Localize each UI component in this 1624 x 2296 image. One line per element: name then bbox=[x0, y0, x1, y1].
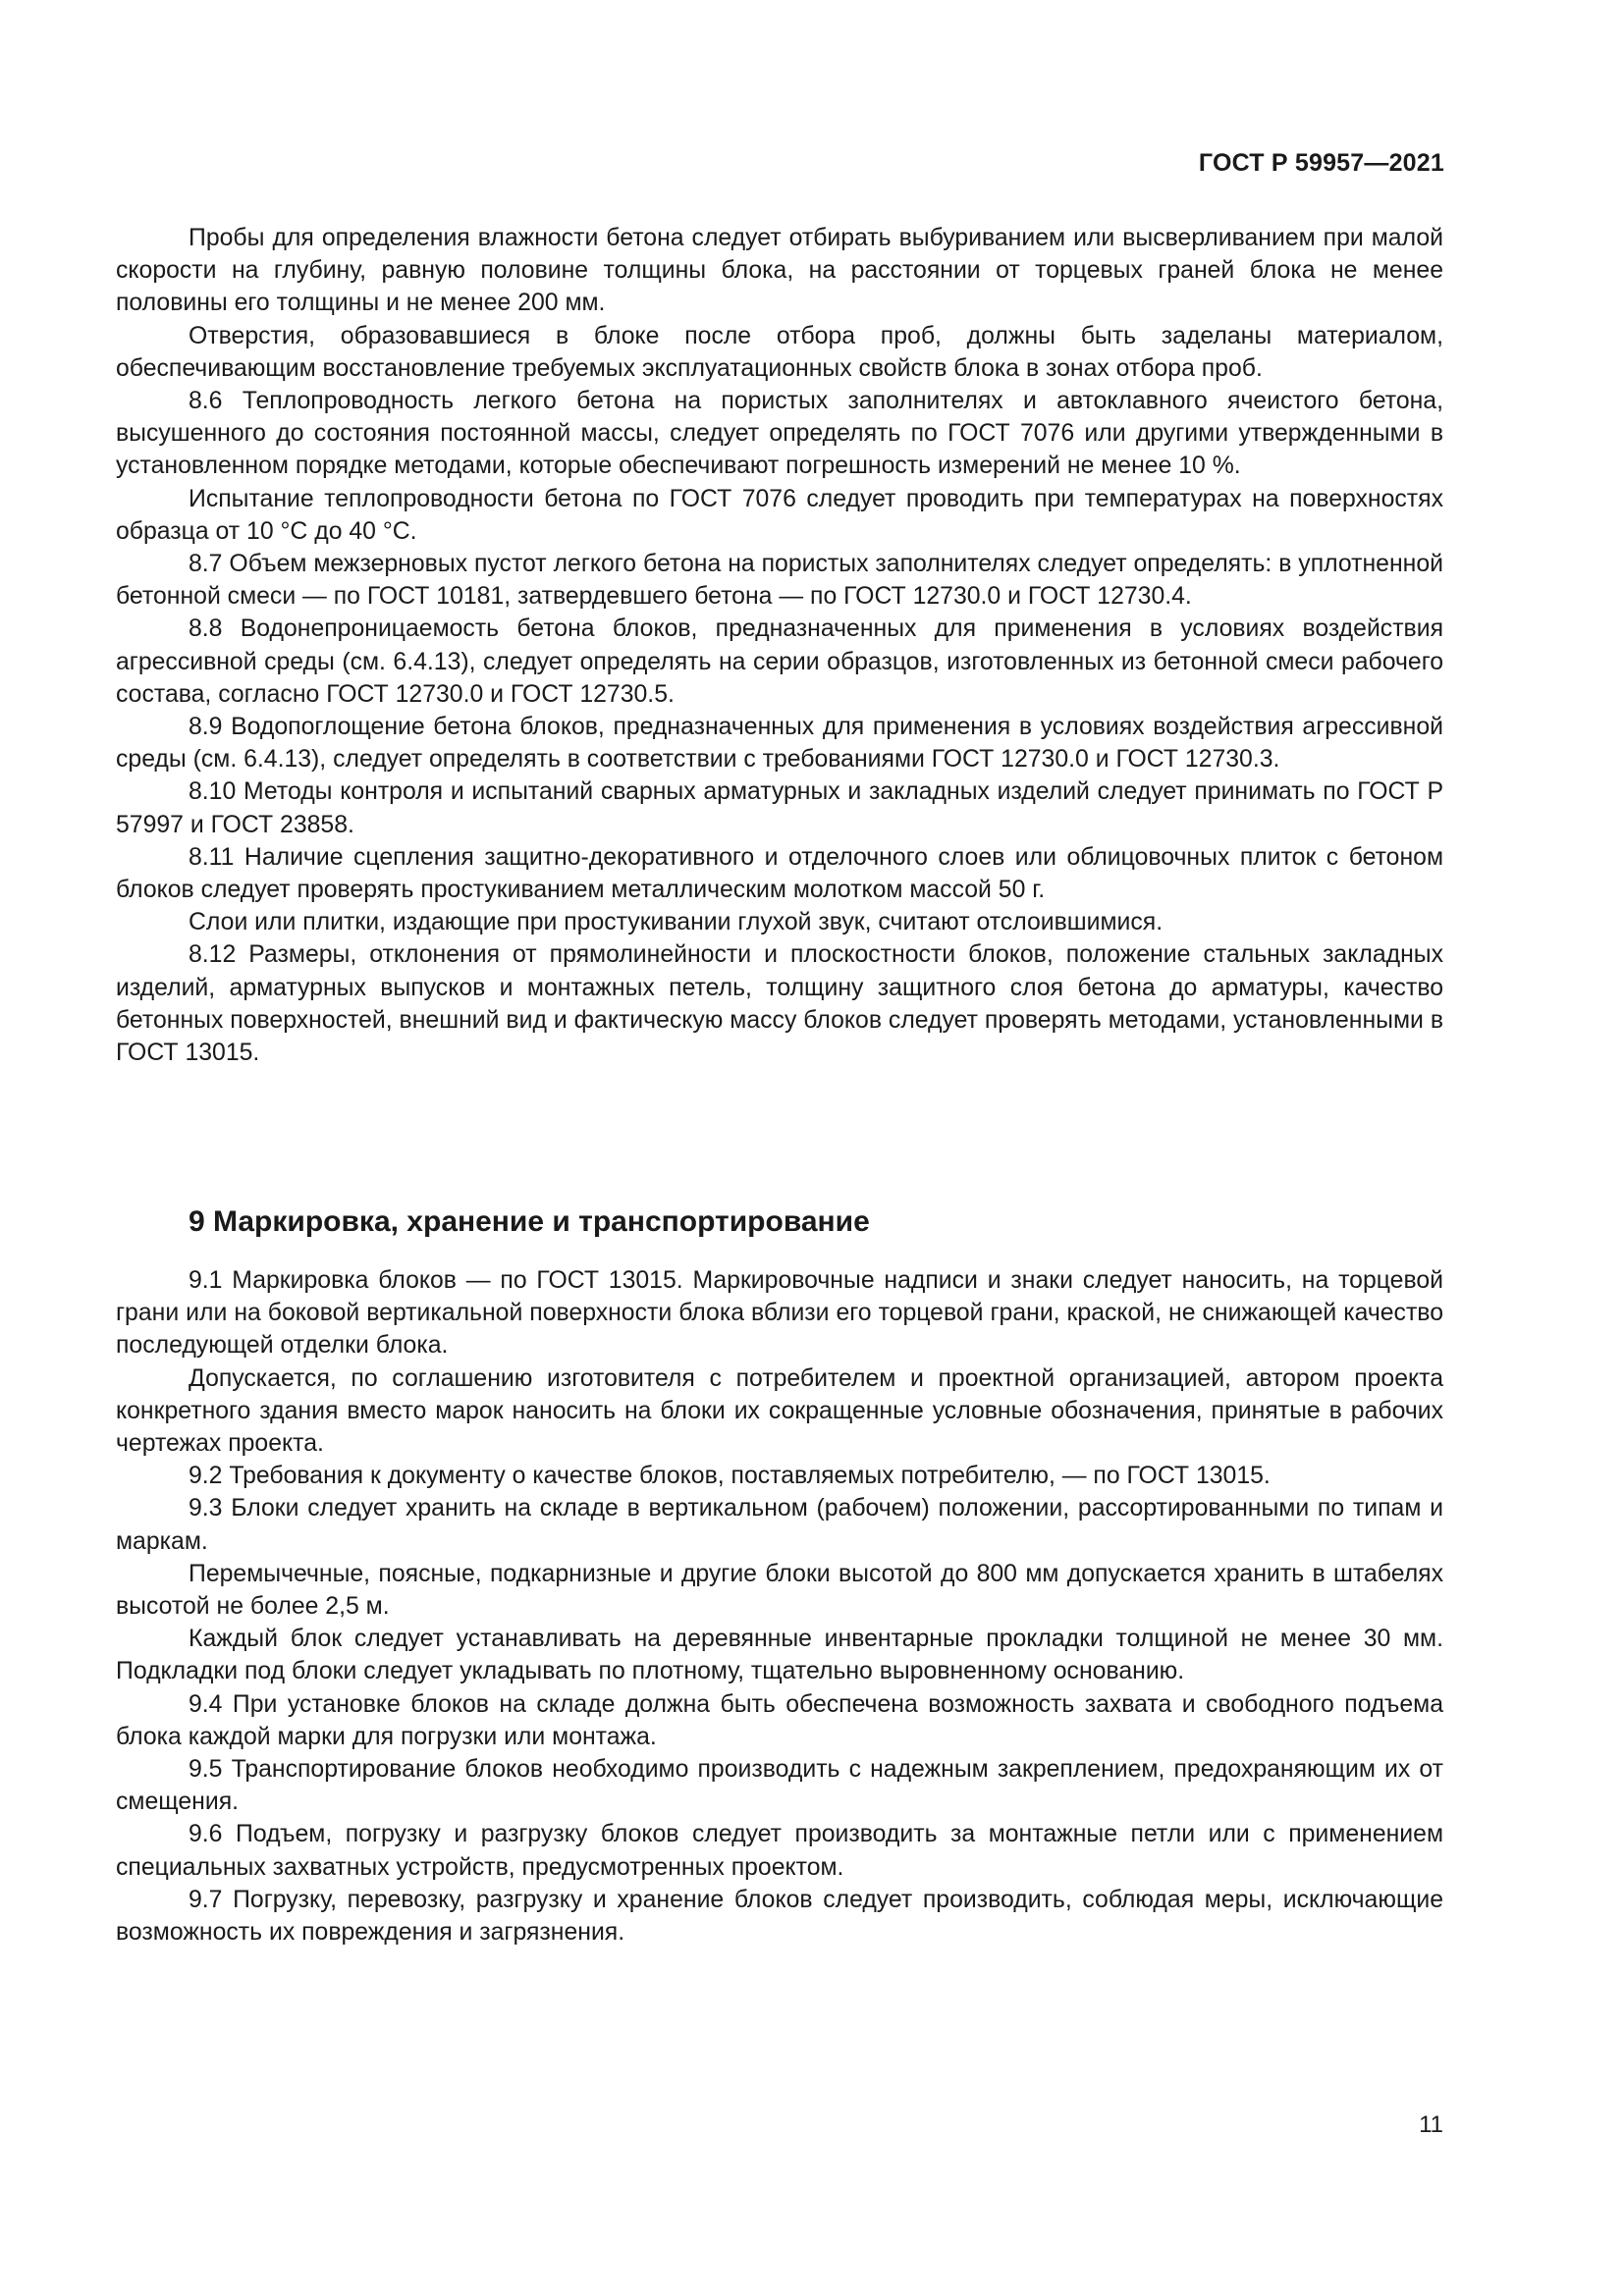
paragraph-layers-delaminated: Слои или плитки, издающие при простукивании глухой звук, считают отслоившимися. bbox=[189, 909, 1164, 936]
paragraph-stacking-height: Перемычечные, поясные, подкарнизные и другие блоки высотой до 800 мм допускается хранить в штабелях высотой не более 2,5 м. bbox=[116, 1560, 1443, 1621]
paragraph-thermal-test: Испытание теплопроводности бетона по ГОСТ 7076 следует проводить при температурах на поверхностях образца от 10 °С до 40 °С. bbox=[116, 485, 1443, 545]
paragraph-8-9: 8.9 Водопоглощение бетона блоков, предназначенных для применения в условиях воздействия агрессивной среды (см. 6.4.13), следует определять в соответствии с требованиями ГОСТ 12730.0 и ГОСТ 12730.3. bbox=[116, 714, 1443, 774]
paragraph-wooden-pads: Каждый блок следует устанавливать на деревянные инвентарные прокладки толщиной не менее 30 мм. Подкладки под блоки следует укладывать по плотному, тщательно выровненному основанию. bbox=[116, 1626, 1443, 1685]
paragraph-9-1: 9.1 Маркировка блоков — по ГОСТ 13015. Маркировочные надписи и знаки следует наносить, на торцевой грани или на боковой вертикальной поверхности блока вблизи его торцевой грани, краской, не снижающей качество последующей отделки блока. bbox=[116, 1267, 1443, 1360]
paragraph-8-10: 8.10 Методы контроля и испытаний сварных арматурных и закладных изделий следует принимать по ГОСТ Р 57997 и ГОСТ 23858. bbox=[116, 778, 1443, 838]
body-text-section-8 bbox=[116, 222, 1443, 1069]
paragraph-8-7: 8.7 Объем межзерновых пустот легкого бетона на пористых заполнителях следует определять: в уплотненной бетонной смеси — по ГОСТ 10181, затвердевшего бетона — по ГОСТ 12730.0 и ГОСТ 12730.4. bbox=[116, 551, 1443, 611]
paragraph-moisture-samples: Пробы для определения влажности бетона следует отбирать выбуриванием или высверливанием при малой скорости на глубину, равную половине толщины блока, на расстоянии от торцевых граней блока не менее половины его толщины и не менее 200 мм. bbox=[116, 225, 1443, 317]
page-number: 11 bbox=[1419, 2111, 1443, 2138]
paragraph-9-6: 9.6 Подъем, погрузку и разгрузку блоков следует производить за монтажные петли или с применением специальных захватных устройств, предусмотренных проектом. bbox=[116, 1821, 1443, 1881]
paragraph-abbreviated-marks: Допускается, по соглашению изготовителя с потребителем и проектной организацией, автором проекта конкретного здания вместо марок наносить на блоки их сокращенные условные обозначения, принятые в рабочих чертежах проекта. bbox=[116, 1364, 1443, 1458]
paragraph-9-2: 9.2 Требования к документу о качестве блоков, поставляемых потребителю, — по ГОСТ 13015. bbox=[189, 1463, 1271, 1490]
paragraph-8-6: 8.6 Теплопроводность легкого бетона на пористых заполнителях и автоклавного ячеистого бетона, высушенного до состояния постоянной массы, следует определять по ГОСТ 7076 или другими утвержденными в установленном порядке методами, которые обеспечивают погрешность измерений не менее 10 %. bbox=[116, 388, 1443, 480]
paragraph-9-4: 9.4 При установке блоков на складе должна быть обеспечена возможность захвата и свободного подъема блока каждой марки для погрузки или монтажа. bbox=[116, 1690, 1443, 1750]
paragraph-8-12: 8.12 Размеры, отклонения от прямолинейности и плоскостности блоков, положение стальных закладных изделий, арматурных выпусков и монтажных петель, толщину защитного слоя бетона до арматуры, качество бетонных поверхностей, внешний вид и фактическую массу блоков следует проверять методами, установленными в ГОСТ 13015. bbox=[116, 941, 1443, 1067]
paragraph-8-8: 8.8 Водонепроницаемость бетона блоков, предназначенных для применения в условиях воздействия агрессивной среды (см. 6.4.13), следует определять на серии образцов, изготовленных из бетонной смеси рабочего состава, согласно ГОСТ 12730.0 и ГОСТ 12730.5. bbox=[116, 615, 1443, 708]
paragraph-9-3: 9.3 Блоки следует хранить на складе в вертикальном (рабочем) положении, рассортированными по типам и маркам. bbox=[116, 1495, 1443, 1555]
paragraph-8-11: 8.11 Наличие сцепления защитно-декоративного и отделочного слоев или облицовочных плиток с бетоном блоков следует проверять простукиванием металлическим молотком массой 50 г. bbox=[116, 843, 1443, 904]
body-text-section-9 bbox=[116, 1264, 1443, 1949]
section-heading-9: 9 Маркировка, хранение и транспортирование bbox=[189, 1205, 870, 1238]
paragraph-9-5: 9.5 Транспортирование блоков необходимо производить с надежным закреплением, предохраняющим их от смещения. bbox=[116, 1756, 1443, 1816]
paragraph-9-7: 9.7 Погрузку, перевозку, разгрузку и хранение блоков следует производить, соблюдая меры, исключающие возможность их повреждения и загрязнения. bbox=[116, 1886, 1443, 1947]
paragraph-holes-filling: Отверстия, образовавшиеся в блоке после отбора проб, должны быть заделаны материалом, обеспечивающим восстановление требуемых эксплуатационных свойств блока в зонах отбора проб. bbox=[116, 322, 1443, 382]
document-code: ГОСТ Р 59957—2021 bbox=[1198, 149, 1444, 177]
